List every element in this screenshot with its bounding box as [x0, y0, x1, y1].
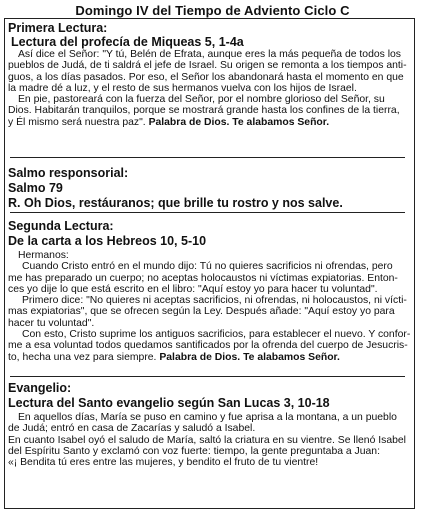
second-reading-line: me a esa voluntad todos quedamos santificados por la ofrenda del cuerpo de Jesucris- [8, 340, 408, 352]
gospel-section [8, 381, 412, 468]
first-reading [8, 21, 412, 128]
first-reading-closing: Palabra de Dios. Te alabamos Señor. [148, 116, 330, 128]
second-reading-line: me has preparado un cuerpo; no aceptas holocaustos ni víctimas expiatorias. Enton- [8, 272, 398, 284]
psalm-section [8, 166, 412, 210]
gospel-line: En cuanto Isabel oyó el saludo de María, saltó la criatura en su vientre. Se llenó Isabel [8, 434, 406, 446]
second-reading-closing: Palabra de Dios. Te alabamos Señor. [159, 351, 340, 363]
page-title: Domingo IV del Tiempo de Adviento Ciclo C [75, 3, 350, 18]
second-reading-line: Con esto, Cristo suprime los antiguos sacrificios, para establecer el nuevo. Y confor- [22, 329, 411, 341]
first-reading-line: Dios. Habitarán tranquilos, porque se mostrará grande hasta los confines de la tierra, [8, 105, 400, 117]
first-reading-line: pueblos de Judá, de ti saldrá el jefe de Israel. Su origen se remonta a los tiempos anti- [8, 60, 407, 72]
gospel-line: del Espíritu Santo y exclamó con voz fuerte: tiempo, la gente preguntaba a Juan: [8, 445, 380, 457]
first-reading-text: y Él mismo será nuestra paz". [8, 116, 146, 128]
gospel-heading: Lectura del Santo evangelio según San Lucas 3, 10-18 [8, 396, 330, 410]
gospel-label: Evangelio: [8, 381, 72, 395]
divider [10, 157, 405, 158]
second-reading-last-line [8, 352, 412, 363]
first-reading-heading: Lectura del profecía de Miqueas 5, 1-4a [11, 35, 244, 49]
gospel-line: «¡ Bendita tú eres entre las mujeres, y bendito el fruto de tu vientre! [8, 457, 319, 469]
second-reading-line: Primero dice: "No quieres ni aceptas sacrificios, ni ofrendas, ni holocaustos, ni vícti- [22, 295, 407, 307]
second-reading-heading: De la carta a los Hebreos 10, 5-10 [8, 234, 207, 248]
first-reading-line: la madre dé a luz, y el resto de sus hermanos vuelva con los hijos de Israel. [8, 82, 357, 94]
second-reading-line: ces yo dije lo que está escrito en el libro: "Aquí estoy yo para hacer tu voluntad". [8, 283, 378, 295]
second-reading-label: Segunda Lectura: [8, 219, 114, 233]
first-reading-line: guos, a los días pasados. Por eso, el Señor los abandonará hasta el momento en que [8, 71, 404, 83]
psalm-response: R. Oh Dios, restáuranos; que brille tu rostro y nos salve. [8, 196, 343, 210]
second-reading-line: Cuando Cristo entró en el mundo dijo: Tú no quieres sacrificios ni ofrendas, pero [22, 261, 393, 273]
first-reading-line: En pie, pastoreará con la fuerza del Señor, por el nombre glorioso del Señor, su [18, 94, 385, 106]
first-reading-label: Primera Lectura: [8, 21, 108, 35]
psalm-heading: Salmo 79 [8, 181, 63, 195]
first-reading-line: Así dice el Señor: "Y tú, Belén de Efrata, aunque eres la más pequeña de todos los [18, 49, 402, 60]
divider [10, 212, 405, 213]
psalm-label: Salmo responsorial: [8, 166, 129, 180]
second-reading [8, 219, 412, 363]
gospel-line: de Judá; entró en casa de Zacarías y saludó a Isabel. [8, 423, 256, 435]
divider [10, 376, 405, 377]
gospel-line: En aquellos días, María se puso en camino y fue aprisa a la montana, a un pueblo [18, 412, 397, 423]
second-reading-text: to, hecha una vez para siempre. [8, 351, 157, 363]
second-reading-line: Hermanos: [18, 250, 69, 261]
first-reading-last-line [8, 117, 412, 128]
second-reading-line: mas expiatorias", que se ofrecen según la Ley. Después añade: "Aquí estoy yo para [8, 306, 395, 318]
second-reading-line: hacer tu voluntad". [8, 317, 95, 329]
